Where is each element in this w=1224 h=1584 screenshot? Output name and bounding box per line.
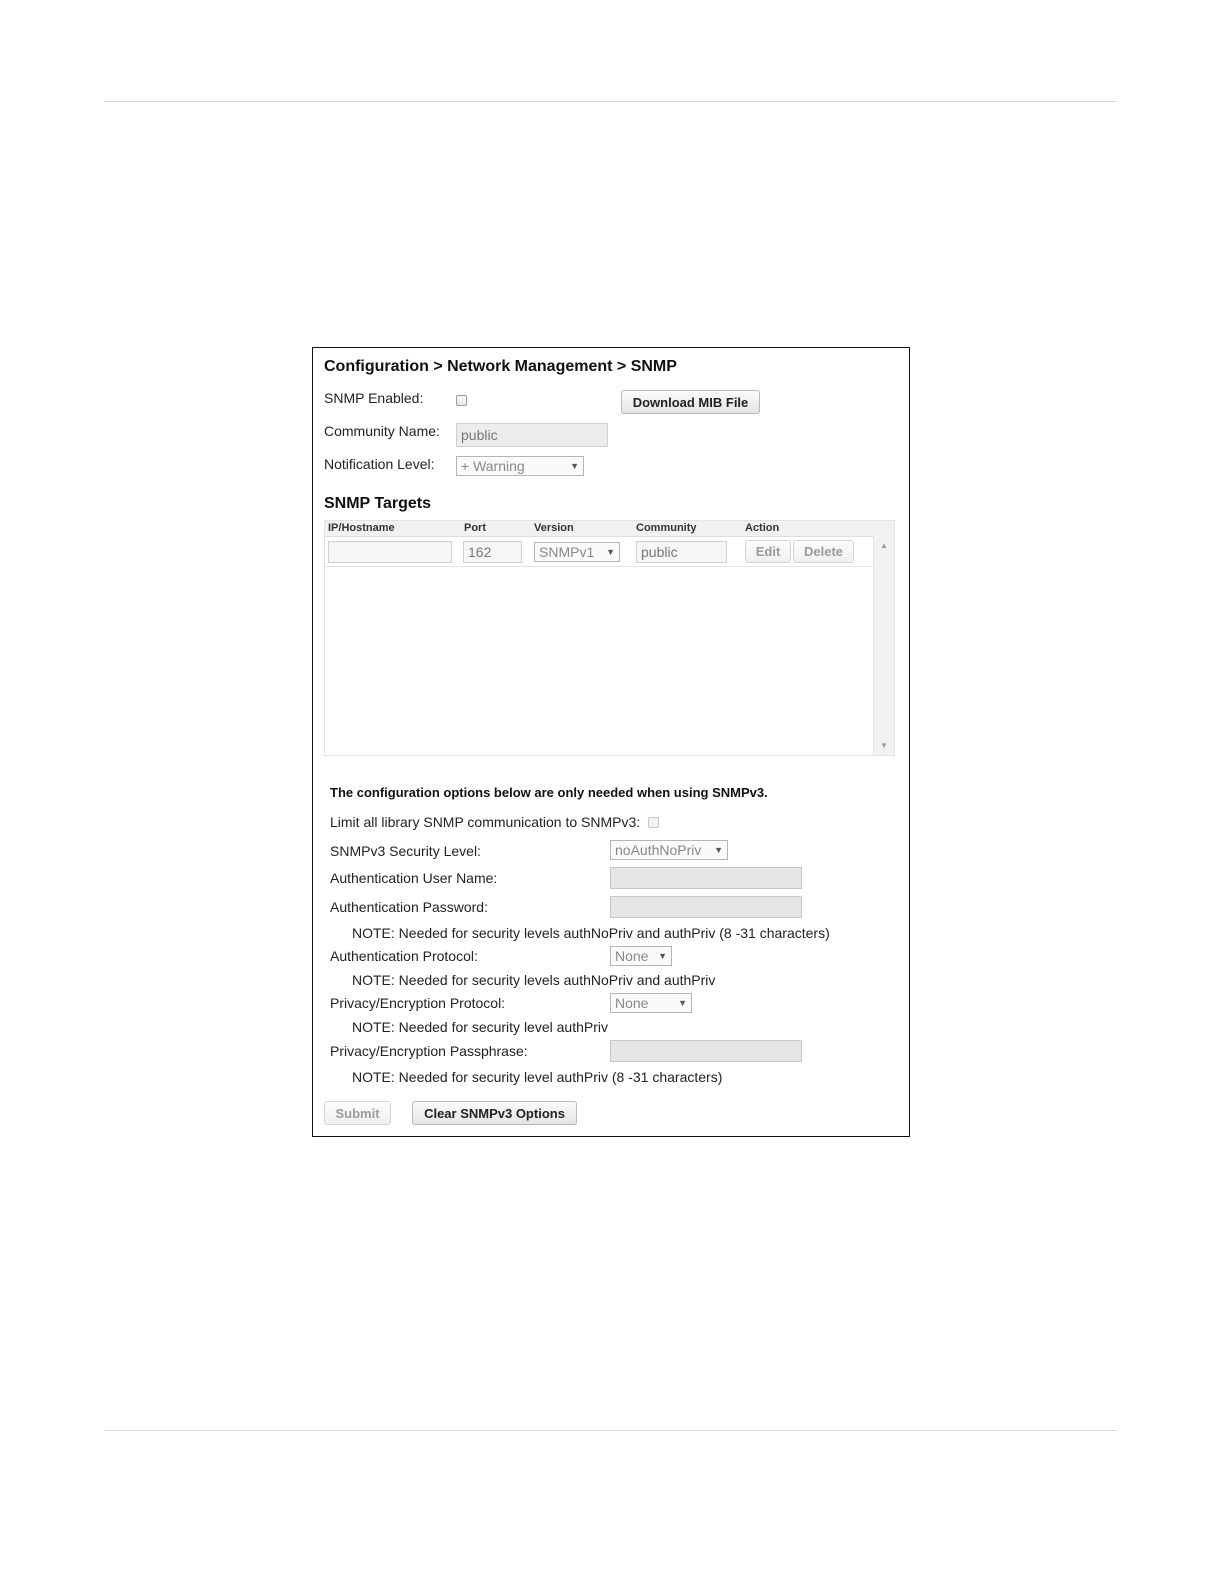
priv-protocol-value: None [615, 995, 649, 1011]
snmp-enabled-checkbox[interactable] [456, 395, 467, 406]
limit-snmpv3-label: Limit all library SNMP communication to SNMPv3: [330, 814, 641, 830]
notification-level-label: Notification Level: [324, 456, 435, 472]
dropdown-arrow-icon: ▼ [606, 547, 615, 557]
priv-passphrase-note: NOTE: Needed for security level authPriv (8 -31 characters) [352, 1069, 723, 1085]
dropdown-arrow-icon: ▼ [570, 461, 579, 471]
priv-protocol-note: NOTE: Needed for security level authPriv [352, 1019, 608, 1035]
table-header [325, 521, 894, 537]
priv-passphrase-input[interactable] [610, 1040, 802, 1062]
column-header-port: Port [464, 522, 486, 534]
auth-protocol-value: None [615, 948, 649, 964]
submit-button[interactable]: Submit [324, 1101, 391, 1125]
community-name-label: Community Name: [324, 423, 440, 439]
priv-passphrase-label: Privacy/Encryption Passphrase: [330, 1043, 528, 1059]
page-bottom-rule [104, 1430, 1117, 1431]
dropdown-arrow-icon: ▼ [658, 951, 667, 961]
priv-protocol-select[interactable] [610, 993, 692, 1013]
page-title: Configuration > Network Management > SNMP [324, 358, 677, 375]
auth-password-note: NOTE: Needed for security levels authNoPriv and authPriv (8 -31 characters) [352, 925, 830, 941]
auth-user-input[interactable] [610, 867, 802, 889]
delete-target-button[interactable]: Delete [793, 540, 854, 563]
snmp-config-panel [312, 347, 910, 1137]
target-port-input[interactable]: 162 [463, 541, 522, 563]
notification-level-select[interactable] [456, 456, 584, 476]
column-header-action: Action [745, 522, 780, 534]
row-divider [325, 566, 875, 567]
scroll-down-icon[interactable]: ▼ [880, 741, 888, 750]
auth-protocol-label: Authentication Protocol: [330, 948, 478, 964]
snmp-targets-title: SNMP Targets [324, 495, 431, 512]
page-top-rule [104, 101, 1117, 102]
download-mib-button[interactable]: Download MIB File [621, 390, 760, 414]
scroll-up-icon[interactable]: ▲ [880, 541, 888, 550]
auth-protocol-select[interactable] [610, 946, 672, 966]
auth-password-input[interactable] [610, 896, 802, 918]
limit-snmpv3-checkbox[interactable] [648, 817, 659, 828]
priv-protocol-label: Privacy/Encryption Protocol: [330, 995, 506, 1011]
target-ip-input[interactable] [328, 541, 452, 563]
table-scrollbar[interactable] [873, 536, 894, 755]
security-level-select[interactable] [610, 840, 728, 860]
notification-level-value: + Warning [461, 458, 525, 474]
column-header-ip: IP/Hostname [328, 522, 395, 534]
target-community-input[interactable]: public [636, 541, 727, 563]
target-version-select[interactable] [534, 542, 620, 562]
security-level-label: SNMPv3 Security Level: [330, 843, 481, 859]
target-version-value: SNMPv1 [539, 544, 595, 560]
snmpv3-intro: The configuration options below are only needed when using SNMPv3. [330, 785, 768, 800]
dropdown-arrow-icon: ▼ [714, 845, 723, 855]
clear-snmpv3-button[interactable]: Clear SNMPv3 Options [412, 1101, 577, 1125]
edit-target-button[interactable]: Edit [745, 540, 791, 563]
snmp-targets-table [324, 520, 895, 756]
dropdown-arrow-icon: ▼ [678, 998, 687, 1008]
snmp-enabled-label: SNMP Enabled: [324, 390, 424, 406]
community-name-input[interactable]: public [456, 423, 608, 447]
auth-password-label: Authentication Password: [330, 899, 488, 915]
column-header-version: Version [534, 522, 574, 534]
auth-protocol-note: NOTE: Needed for security levels authNoPriv and authPriv [352, 972, 716, 988]
column-header-community: Community [636, 522, 697, 534]
auth-user-label: Authentication User Name: [330, 870, 498, 886]
security-level-value: noAuthNoPriv [615, 842, 702, 858]
